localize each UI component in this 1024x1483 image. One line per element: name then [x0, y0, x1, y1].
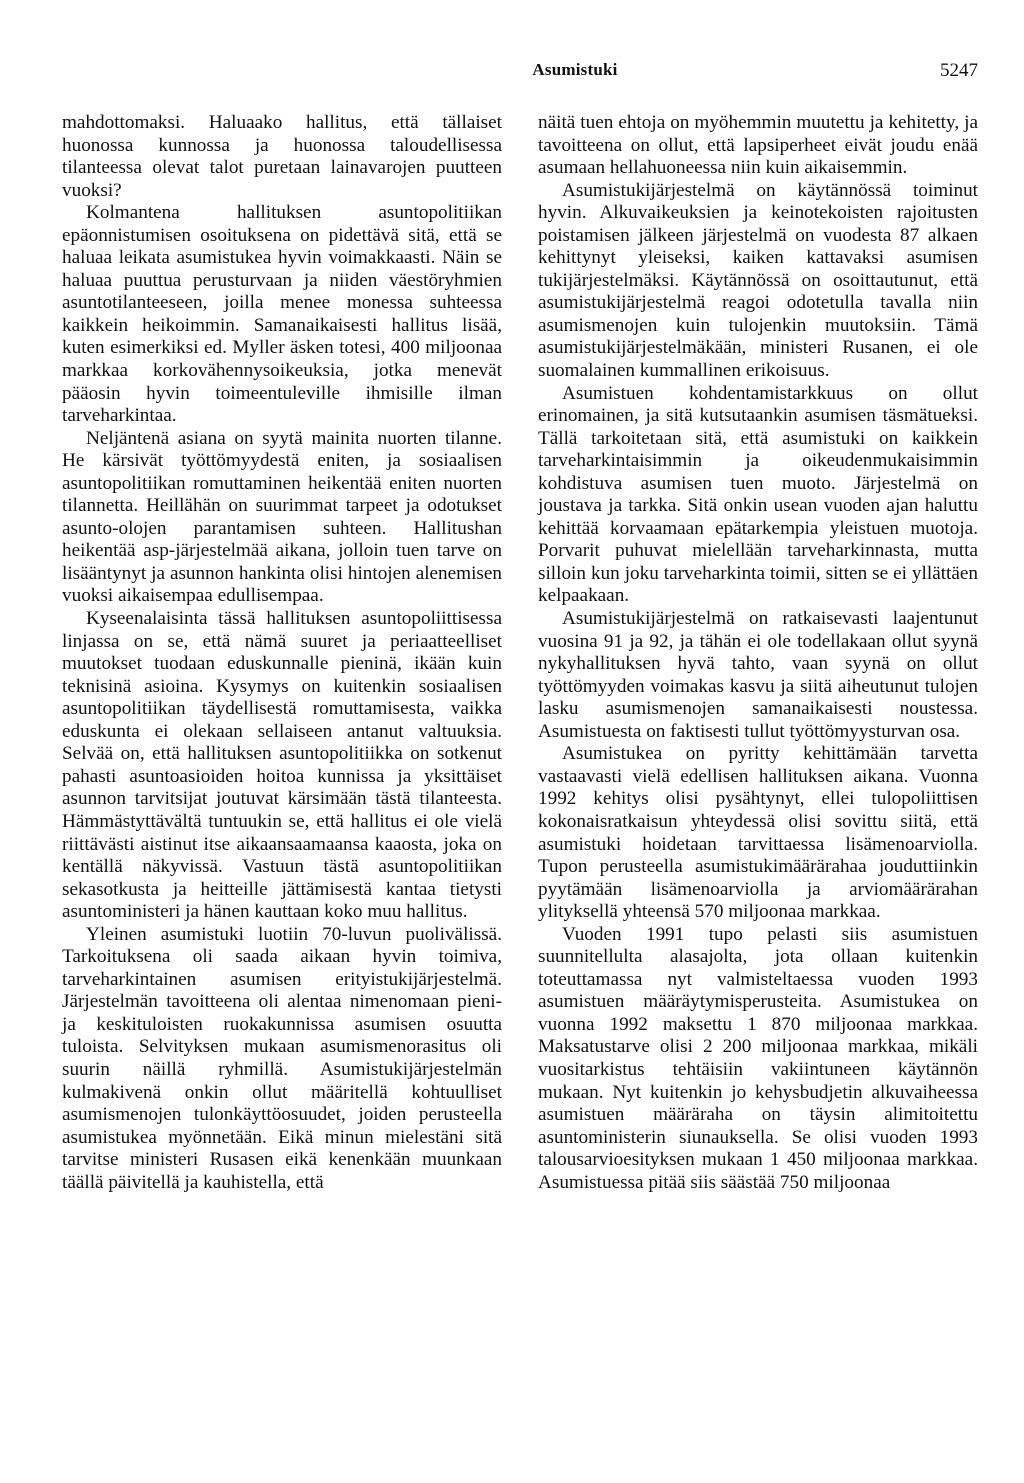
paragraph: Asumistukijärjestelmä on käytännössä toiminut hyvin. Alkuvaikeuksien ja keinotekoisten rajoitusten poistamisen jälkeen järjestelmä on vuodesta 87 alkaen kehittynyt yleiseksi, kaiken kattavaksi asumisen tukijärjestelmäksi. Käytännössä on osoittautunut, että asumistukijärjestelmä reagoi odotetulla tavalla niin asumismenojen kuin tulojenkin muutoksiin. Tämä asumistukijärjestelmäkään, ministeri Rusanen, ei ole suomalainen kummallinen erikoisuus. — [538, 179, 978, 382]
paragraph: Asumistuen kohdentamistarkkuus on ollut erinomainen, ja sitä kutsutaankin asumisen täsmätueksi. Tällä tarkoitetaan sitä, että asumistuki on kaikkein tarveharkintaisimmin ja oikeudenmukaisimmin kohdistuva asumisen tuen muoto. Järjestelmä on joustava ja tarkka. Sitä onkin usean vuoden ajan haluttu kehittää korvaamaan epätarkempia yleistuen muotoja. Porvarit puhuvat mielellään tarveharkinnasta, mutta silloin kun joku tarveharkinta toimii, sitten se ei yllättäen kelpaakaan. — [538, 382, 978, 607]
paragraph: Kyseenalaisinta tässä hallituksen asuntopoliittisessa linjassa on se, että nämä suuret ja periaatteelliset muutokset tuodaan eduskunnalle pieninä, ikään kuin teknisinä asioina. Kysymys on kuitenkin sosiaalisen asuntopolitiikan täydellisestä romuttamisesta, vaikka eduskunta ei olekaan sellaiseen antanut valtuuksia. Selvää on, että hallituksen asuntopolitiikka on sotkenut pahasti asuntoasioiden hoitoa kunnissa ja yksittäiset asunnon tarvitsijat joutuvat kärsimään tästä tilanteesta. Hämmästyttävältä tuntuukin se, että hallitus ei ole vielä riittävästi aistinut itse aikaansaamaansa kaaosta, joka on kentällä näkyvissä. Vastuun tästä asuntopolitiikan sekasotkusta ja heitteille jättämisestä kantaa tietysti asuntoministeri ja hänen kauttaan koko muu hallitus. — [62, 608, 502, 923]
paragraph: Asumistukijärjestelmä on ratkaisevasti laajentunut vuosina 91 ja 92, ja tähän ei ole todellakaan ollut syynä nykyhallituksen hyvä tahto, vaan syynä on ollut työttömyyden voimakas kasvu ja siitä aiheutunut tulojen lasku asumismenojen samanaikaisesti noustessa. Asumistuesta on faktisesti tullut työttömyysturvan osa. — [538, 608, 978, 742]
paragraph: Neljäntenä asiana on syytä mainita nuorten tilanne. He kärsivät työttömyydestä eniten, ja sosiaalisen asuntopolitiikan romuttaminen heikentää eniten nuorten tilannetta. Heillähän on suurimmat tarpeet ja odotukset asunto-olojen parantamisen suhteen. Hallitushan heikentää asp-järjestelmää aikana, jolloin tuen tarve on lisääntynyt ja asunnon hankinta olisi hintojen alenemisen vuoksi aikaisempaa edullisempaa. — [62, 427, 502, 607]
paragraph: Kolmantena hallituksen asuntopolitiikan epäonnistumisen osoituksena on pidettävä sitä, että se haluaa leikata asumistukea hyvin voimakkaasti. Näin se haluaa puuttua perusturvaan ja niiden väestöryhmien asuntotilanteeseen, joilla menee monessa suhteessa kaikkein heikoimmin. Samanaikaisesti hallitus lisää, kuten esimerkiksi ed. Myller äsken totesi, 400 miljoonaa markkaa korkovähennysoikeuksia, jotka menevät pääosin hyvin toimeentuleville ihmisille ilman tarveharkintaa. — [62, 202, 502, 427]
running-title: Asumistuki — [532, 60, 618, 79]
paragraph: näitä tuen ehtoja on myöhemmin muutettu ja kehitetty, ja tavoitteena on ollut, että lapsiperheet eivät joudu enää asumaan hellahuoneessa niin kuin aikaisemmin. — [538, 112, 978, 179]
paragraph: Yleinen asumistuki luotiin 70-luvun puolivälissä. Tarkoituksena oli saada aikaan hyvin toimiva, tarveharkintainen asumisen erityistukijärjestelmä. Järjestelmän tavoitteena oli alentaa nimenomaan pieni- ja keskituloisten ruokakunnissa asumisen osuutta tuloista. Selvityksen mukaan asumismenorasitus oli suurin näillä ryhmillä. Asumistukijärjestelmän kulmakivenä onkin ollut määritellä kohtuulliset asumismenojen tulonkäyttöosuudet, joiden perusteella asumistukea myönnetään. Eikä minun mielestäni sitä tarvitse ministeri Rusasen eikä kenenkään muunkaan täällä päivitellä ja kauhistella, että — [62, 923, 502, 1193]
paragraph: Asumistukea on pyritty kehittämään tarvetta vastaavasti vielä edellisen hallituksen aikana. Vuonna 1992 kehitys olisi pysähtynyt, ellei tulopoliittisen kokonaisratkaisun yhteydessä olisi sovittu siitä, että asumistuki hoidetaan tarvittaessa lisämenoarviolla. Tupon perusteella asumistukimäärärahaa jouduttiinkin pyytämään lisämenoarviolla ja arviomäärärahan ylityksellä yhteensä 570 miljoonaa markkaa. — [538, 743, 978, 923]
paragraph: Vuoden 1991 tupo pelasti siis asumistuen suunnitellulta alasajolta, jota ollaan kuitenkin toteuttamassa nyt valmisteltaessa vuoden 1993 asumistuen määräytymisperusteita. Asumistukea on vuonna 1992 maksettu 1 870 miljoonaa markkaa. Maksatustarve olisi 2 200 miljoonaa markkaa, mikäli vuositarkistus tehtäisiin vakiintuneen käytännön mukaan. Nyt kuitenkin jo kehysbudjetin alkuvaiheessa asumistuen määräraha on täysin alimitoitettu asuntoministerin siunauksella. Se olisi vuoden 1993 talousarvioesityksen mukaan 1 450 miljoonaa markkaa. Asumistuessa pitää siis säästää 750 miljoonaa — [538, 923, 978, 1193]
right-column — [538, 112, 978, 1194]
left-column — [62, 112, 502, 1194]
page-number: 5247 — [940, 60, 978, 81]
page-header — [62, 60, 978, 90]
paragraph: mahdottomaksi. Haluaako hallitus, että tällaiset huonossa kunnossa ja huonossa taloudellisessa tilanteessa olevat talot puretaan lainavarojen puutteen vuoksi? — [62, 112, 502, 201]
